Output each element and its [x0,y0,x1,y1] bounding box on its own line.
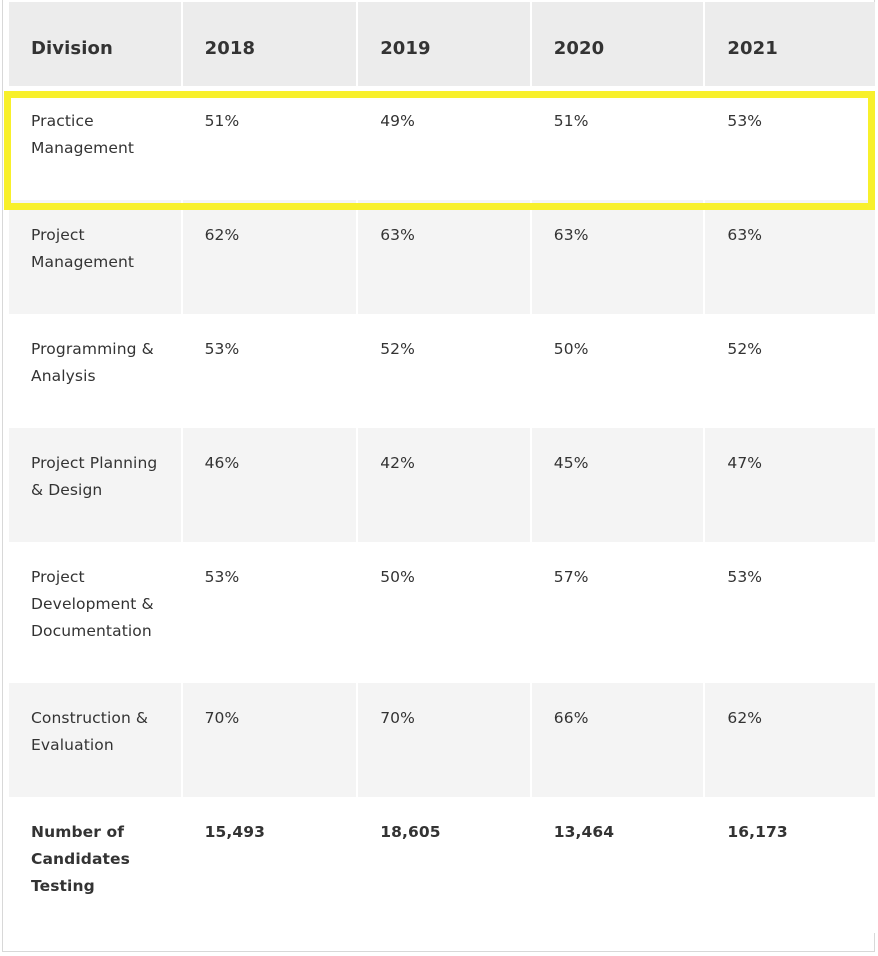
table-row [9,542,875,683]
division-label: Practice Management [9,86,181,200]
total-2021: 16,173 [705,797,875,933]
division-label: Project Development & Documentation [9,542,181,683]
table-row [9,200,875,314]
value-2020: 57% [532,542,704,683]
value-2018: 62% [183,200,357,314]
table-row [9,683,875,797]
value-2021: 53% [705,542,875,683]
value-2020: 50% [532,314,704,428]
table-container [2,0,875,952]
totals-row [9,797,875,933]
exam-pass-rate-table [9,2,875,933]
value-2018: 46% [183,428,357,542]
header-2018: 2018 [183,2,357,86]
value-2020: 66% [532,683,704,797]
value-2021: 53% [705,86,875,200]
value-2021: 62% [705,683,875,797]
value-2019: 49% [358,86,530,200]
total-2018: 15,493 [183,797,357,933]
value-2020: 45% [532,428,704,542]
value-2019: 52% [358,314,530,428]
value-2020: 63% [532,200,704,314]
value-2018: 70% [183,683,357,797]
table-row [9,428,875,542]
value-2018: 51% [183,86,357,200]
total-2019: 18,605 [358,797,530,933]
header-2019: 2019 [358,2,530,86]
value-2021: 47% [705,428,875,542]
header-division: Division [9,2,181,86]
table-header-row [9,2,875,86]
value-2021: 52% [705,314,875,428]
division-label: Project Management [9,200,181,314]
value-2018: 53% [183,542,357,683]
value-2019: 50% [358,542,530,683]
division-label: Programming & Analysis [9,314,181,428]
table-row [9,86,875,200]
value-2018: 53% [183,314,357,428]
division-label: Project Planning & Design [9,428,181,542]
value-2019: 70% [358,683,530,797]
value-2021: 63% [705,200,875,314]
header-2020: 2020 [532,2,704,86]
header-2021: 2021 [705,2,875,86]
value-2020: 51% [532,86,704,200]
total-2020: 13,464 [532,797,704,933]
totals-label: Number of Candidates Testing [9,797,181,933]
value-2019: 42% [358,428,530,542]
value-2019: 63% [358,200,530,314]
division-label: Construction & Evaluation [9,683,181,797]
table-row [9,314,875,428]
